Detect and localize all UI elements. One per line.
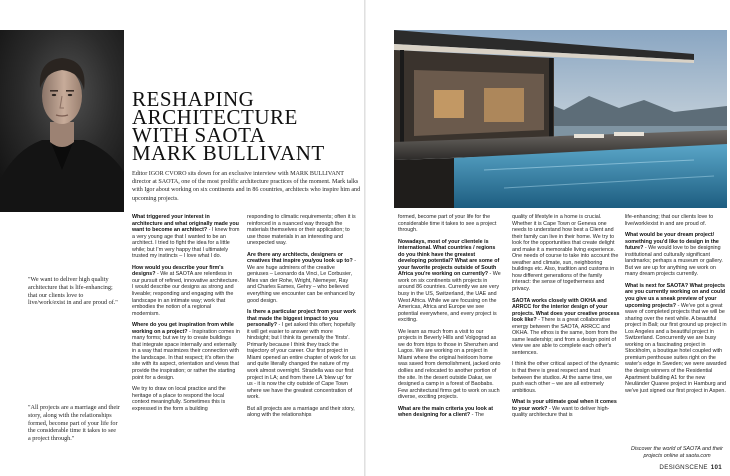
- pull-quote: "We want to deliver high quality architecture that is life-enhancing; that our clients love to live/work/exist in and are proud of.": [28, 276, 118, 307]
- paragraph: [247, 309, 357, 401]
- title-line: ARCHITECTURE: [132, 105, 298, 129]
- title-line: WITH SAOTA: [132, 123, 266, 147]
- paragraph: [512, 361, 620, 394]
- paragraph: [398, 239, 502, 324]
- answer: We try to draw on local practice and the heritage of a place to respond the local context meaningfully. Sometimes this is expressed in the form a building: [132, 386, 226, 412]
- question: What is your ultimate goal when it comes to your work?: [512, 399, 617, 412]
- paragraph: [132, 265, 240, 317]
- paragraph: [625, 283, 727, 394]
- answer: We learn as much from a visit to our projects in Beverly Hills and Volgograd as we do from trips to those in Shenzhen and Lagos. We are working on a project in Miami where the original heirloom home was saved from demolishment, jacked onto dollies and relocated to another portion of the site. In the desert outside Dakar, we designed a camp in a forest of Baobabs. Few architectural firms get to work on such diverse, exciting projects.: [398, 328, 501, 401]
- paragraph: [247, 252, 357, 304]
- answer: - There is a great collaborative energy between the SAOTA, ARRCC and OKHA. The ethos is the same, born from the same leadership; and from a design point of view we are able to complete each other's sentences.: [512, 317, 618, 356]
- pull-quote: "All projects are a marriage and their story, along with the relationships formed, become part of your life for the considerable time it takes to see a project through.": [28, 404, 120, 443]
- paragraph: [132, 214, 240, 260]
- villa-pool-photo: [394, 30, 727, 208]
- paragraph: [625, 214, 727, 227]
- page-number: 101: [710, 464, 722, 471]
- answer: - We at SAOTA are relentless in our pursuit of refined, innovative architecture. I would describe our designs as strong and liveable; responding and engaging with the landscape in an intimate way; work that embodies the notion of a regional modernism.: [132, 271, 239, 317]
- text-column: [247, 214, 357, 424]
- question: Is there a particular project from your work that made the biggest impact to you personally?: [247, 309, 356, 329]
- title-line: MARK BULLIVANT: [132, 141, 325, 165]
- title-line: RESHAPING: [132, 87, 255, 111]
- question: What triggered your interest in architecture and what originally made you want to become an architect?: [132, 214, 239, 234]
- paragraph: [625, 232, 727, 278]
- paragraph: [398, 406, 502, 419]
- question: How would you describe your firm's designs?: [132, 264, 224, 278]
- article-intro: Editor IGOR CVORO sits down for an exclusive interview with MARK BULLIVANT director at SAOTA, one of the most prolific architecture practices of the moment. Mark talks with Igor about working on six continents and in 86 countries, architects who inspire him and upcoming projects.: [132, 171, 361, 202]
- question: SAOTA works closely with OKHA and ARRCC for the interior design of your projects. What does your creative process look like?: [512, 297, 620, 324]
- portrait-photo: [0, 30, 124, 212]
- answer: life-enhancing; that our clients love to live/work/exist in and are proud of.: [625, 214, 714, 227]
- answer: But all projects are a marriage and their story, along with the relationships: [247, 405, 355, 419]
- paragraph: [512, 399, 620, 419]
- question: What would be your dream project/ something you'd like to design in the future?: [625, 232, 719, 252]
- paragraph: [512, 298, 620, 357]
- article-title: [132, 87, 360, 165]
- text-column: [625, 214, 727, 399]
- text-column: [398, 214, 502, 424]
- closing-note: Discover the world of SAOTA and their projects online at saota.com: [631, 446, 723, 459]
- answer: formed, become part of your life for the considerable time it takes to see a project through.: [398, 214, 497, 234]
- answer: I think the other critical aspect of the dynamic is that there is great respect and trust between the studios. At the same time, we push each other – we are all extremely ambitious.: [512, 361, 619, 394]
- answer: responding to climatic requirements; often it is reinforced in a nuanced way through the materials themselves or their application; to use those materials in an interesting and unexpected way.: [247, 214, 356, 247]
- paragraph: [247, 214, 357, 247]
- answer: quality of lifestyle in a home is crucial. Whether it is Cape Town or Geneva one needs to understand how best a Client and their family can live in their home. We try to look for the opportunities that create delight and make it a memorable living experience. One needs of course to take into account the weather and climate, sun, neighboring buildings etc. Also, tradition and customs in how different generations of the family interact: the sense of togetherness and privacy.: [512, 214, 619, 293]
- question: What is next for SAOTA? What projects are you currently working on and could you give us a sneak preview of your upcoming projects?: [625, 282, 726, 309]
- answer: - Inspiration comes in many forms; but we try to create buildings that integrate space internally and externally in a way that maximizes their connection with the landscape. In that respect; it's often the site with its aspect, orientation and views that provide the inspiration; or rather the starting point for a design.: [132, 328, 240, 381]
- paragraph: [132, 386, 240, 412]
- answer: - The: [470, 412, 485, 419]
- question: What are the main criteria you look at when designing for a client?: [398, 405, 494, 419]
- answer: - We work on six continents with projects in around 86 countries. Currently we are very busy in the US, Switzerland, the UAE and West Africa. While we are focusing on the Americas, Africa and Europe we see potential everywhere, and every project is exciting.: [398, 271, 501, 324]
- paragraph: [398, 329, 502, 401]
- text-column: [132, 214, 240, 417]
- answer: - We are huge admirers of the creative geniuses – Leonardo da Vinci, Le Corbusier, Mies van der Rohe, Wright, Niemeyer, Ray and Charles Eames, Gehry – who believed everything we encounter can be enhanced by good design.: [247, 258, 356, 304]
- paragraph: [512, 214, 620, 293]
- magazine-name: DESIGNSCENE: [659, 464, 708, 471]
- answer: - We would love to be designing institutional and culturally significant landmarks; perhaps a museum or gallery. But we are up for anything we work on many dream projects currently.: [625, 245, 723, 278]
- text-column: [512, 214, 620, 424]
- answer: - We want to deliver high-quality architecture that is: [512, 405, 610, 419]
- paragraph: [132, 322, 240, 381]
- answer: - I knew from a very young age that I wanted to be an architect. I tried to fight the idea for a little while; but I'm very happy that I ultimately trusted my instincts – I love what I do.: [132, 227, 240, 260]
- question: Where do you get inspiration from while working on a project?: [132, 322, 234, 335]
- paragraph: [247, 406, 357, 419]
- paragraph: [398, 214, 502, 234]
- answer: - We've got a great wave of completed projects that we will be sharing over the next while. A beautiful project in Bali; our first ground up project in Los Angeles and a beautiful project in Switzerland. Concurrently we are busy working on a fascinating project in Stockholm, a boutique hotel coupled with premium penthouse suites right on the water's edge in Sweden; we were awarded the design winners of the Residential Apartment building A1 for the new Neuländer Quaree project in Hamburg and we've just signed our first project in Aspen.: [625, 302, 727, 394]
- question: Nowadays, most of your clientele is international. What countries / regions do you think have the greatest developing potential? What are some of your favorite projects outside of South Africa you're working on currently?: [398, 238, 500, 278]
- page-folio: [659, 464, 722, 471]
- answer: - I get asked this often; hopefully it will get easier to answer with more hindsight; but I think its generally the 'firsts'. Primarily because I think they track the trajectory of your career. Our first project in Miami opened an entire chapter of work for us and quite literally changed the nature of my work almost overnight. Stradella was our first project in LA; and from there LA 'blew up' for us - it is now the city outside of Cape Town where we have the greatest concentration of work.: [247, 322, 356, 401]
- question: Are there any architects, designers or creatives that inspire you/you look up to?: [247, 251, 353, 265]
- page-gutter: [364, 0, 366, 476]
